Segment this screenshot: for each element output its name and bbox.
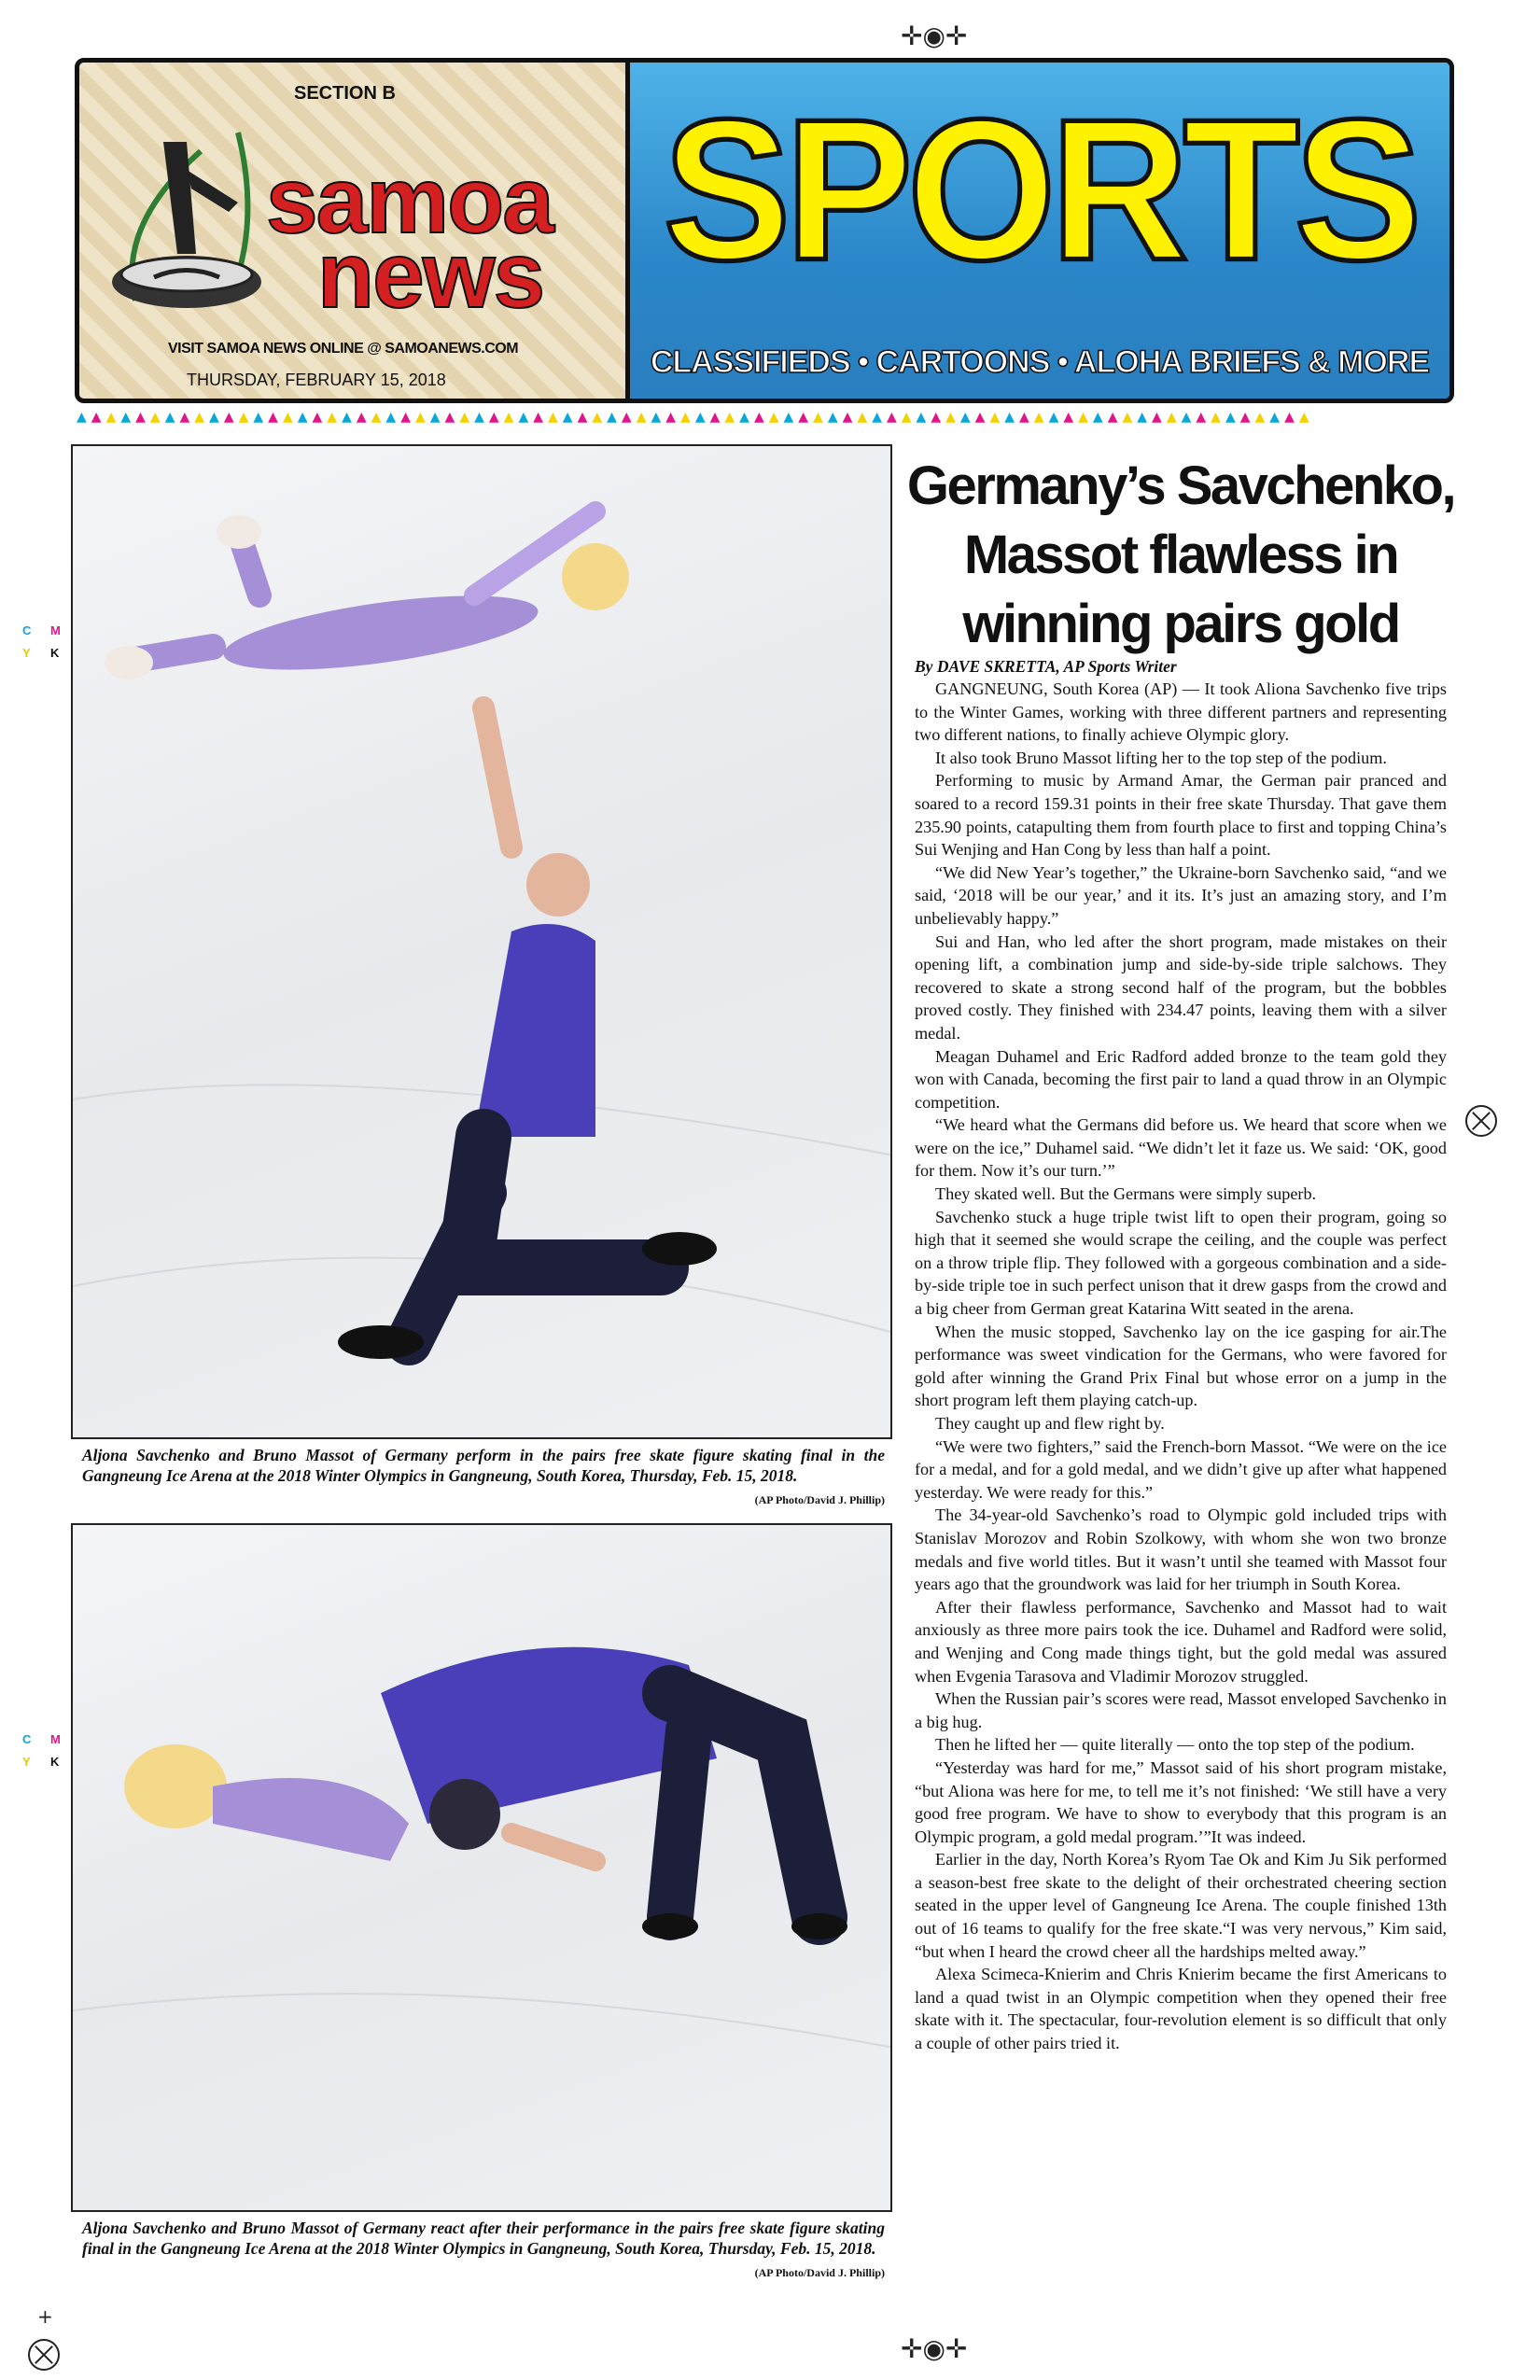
article-paragraph: “We did New Year’s together,” the Ukraine-born Savchenko said, “and we said, ‘2018 will be our year,’ and it its. It’s just an amazing story, and I’m unbelievably happy.” xyxy=(915,862,1447,928)
sports-title: SPORTS xyxy=(663,77,1417,302)
article-paragraph: Meagan Duhamel and Eric Radford added bronze to the team gold they won with Canada, becoming the first pair to land a quad throw in an Olympic competition. xyxy=(915,1046,1447,1112)
logo-word-samoa: samoa xyxy=(266,148,553,253)
masthead-logo-panel xyxy=(79,63,625,399)
photo-caption-2 xyxy=(82,2218,885,2283)
article-paragraph: It also took Bruno Massot lifting her to the top step of the podium. xyxy=(935,748,1387,767)
section-contents-line: CLASSIFIEDS • CARTOONS • ALOHA BRIEFS & MORE xyxy=(650,344,1430,380)
samoa-news-logo-emblem xyxy=(98,114,275,333)
article-paragraph: “We were two fighters,” said the French-born Massot. “We were on the ice for a medal, and for a gold medal, and we didn’t give up after what happened yesterday. We were ready for this.” xyxy=(915,1436,1447,1502)
article-paragraph: After their flawless performance, Savchenko and Massot had to wait anxiously as three more pairs took the ice. Duhamel and Radford were solid, and Wenjing and Cong made things tight, but the gold medal was assured when Evgenia Tarasova and Vladimir Morozov struggled. xyxy=(915,1597,1447,1686)
cmyk-mark-2: C M Y K xyxy=(22,1732,61,1769)
article-paragraph: When the Russian pair’s scores were read, Massot enveloped Savchenko in a big hug. xyxy=(915,1689,1447,1731)
skaters-lift-illustration xyxy=(73,446,892,1439)
logo-word-news: news xyxy=(317,223,544,328)
sports-banner xyxy=(625,63,1449,399)
decorative-triangle-border: ▲▲▲▲▲▲▲▲▲▲▲▲▲▲▲▲▲▲▲▲▲▲▲▲▲▲▲▲▲▲▲▲▲▲▲▲▲▲▲▲▲▲▲▲▲▲▲▲▲▲▲▲▲▲▲▲▲▲▲▲▲▲▲▲▲▲▲▲▲▲▲▲▲▲▲▲▲▲▲▲▲▲▲▲ xyxy=(77,410,1314,425)
article-paragraph: Performing to music by Armand Amar, the German pair pranced and soared to a record 159.31 points in their free skate Thursday. That gave them 235.90 points, catapulting them from fourth place to first and topping China’s Sui Wenjing and Han Cong by less than half a point. xyxy=(915,771,1447,860)
crosshair-icon-right xyxy=(1465,1105,1497,1137)
article-paragraph: Earlier in the day, North Korea’s Ryom Tae Ok and Kim Ju Sik performed a season-best free skate to the delight of their orchestrated cheering section seated in the upper level of Gangneung Ice Arena. The couple finished 13th out of 16 teams to qualify for the free skate.“I was very nervous,” Kim said, “but when I heard the crowd cheer all the hardships melted away.” xyxy=(915,1850,1447,1961)
cmyk-mark-1: C M Y K xyxy=(22,623,61,660)
article-paragraph: They skated well. But the Germans were simply superb. xyxy=(935,1184,1317,1204)
section-label: SECTION B xyxy=(294,83,396,104)
photo-pairs-react xyxy=(71,1523,892,2212)
caption-text-2: Aljona Savchenko and Bruno Massot of Germany react after their performance in the pairs free skate figure skating final in the Gangneung Ice Arena at the 2018 Winter Olympics in Gangneung, South Korea, Thursday, Feb. 15, 2018. xyxy=(82,2219,885,2258)
photo-caption-1 xyxy=(82,1445,885,1510)
photo-credit-2: (AP Photo/David J. Phillip) xyxy=(754,2266,885,2279)
crosshair-icon-bottom-left xyxy=(28,2339,60,2371)
article-headline: Germany’s Savchenko, Massot flawless in winning pairs gold xyxy=(906,455,1455,654)
publication-date: THURSDAY, FEBRUARY 15, 2018 xyxy=(187,371,446,389)
masthead xyxy=(75,58,1454,403)
article-body xyxy=(915,678,1447,2055)
article-paragraph: GANGNEUNG, South Korea (AP) — It took Aliona Savchenko five trips to the Winter Games, working with three different partners and representing two different nations, to finally achieve Olympic glory. xyxy=(915,679,1447,745)
article-paragraph: When the music stopped, Savchenko lay on the ice gasping for air.The performance was sweet vindication for the Germans, who were favored for gold after winning the Grand Prix Final but whose error on a jump in the short program left them playing catch-up. xyxy=(915,1322,1447,1410)
registration-mark-top: ✛◉✛ xyxy=(901,21,968,51)
photo-credit-1: (AP Photo/David J. Phillip) xyxy=(754,1493,885,1506)
caption-text-1: Aljona Savchenko and Bruno Massot of Germany perform in the pairs free skate figure skating final in the Gangneung Ice Arena at the 2018 Winter Olympics in Gangneung, South Korea, Thursday, Feb. 15, 2018. xyxy=(82,1446,885,1485)
skaters-react-illustration xyxy=(73,1525,892,2212)
article-paragraph: “We heard what the Germans did before us. We heard that score when we were on the ice,” Duhamel said. “We didn’t let it faze us. We said: ‘OK, good for them. Now it’s our turn.’” xyxy=(915,1115,1447,1181)
crop-mark-icon: + xyxy=(37,2305,53,2328)
article-byline: By DAVE SKRETTA, AP Sports Writer xyxy=(915,657,1177,676)
website-link[interactable]: VISIT SAMOA NEWS ONLINE @ SAMOANEWS.COM xyxy=(168,341,519,357)
article-paragraph: They caught up and flew right by. xyxy=(935,1414,1165,1433)
article-paragraph: The 34-year-old Savchenko’s road to Olympic gold included trips with Stanislav Morozov and Robin Szolkowy, with whom she won two bronze medals and five world titles. But it wasn’t until she teamed with Massot four years ago that the groundwork was laid for her triumph in South Korea. xyxy=(915,1505,1447,1594)
article-paragraph: “Yesterday was hard for me,” Massot said of his short program mistake, “but Aliona was here for me, to tell me it’s not finished: ‘We still have a very good free program. We have to show to everybody that this program is an Olympic program, a gold medal program.’”It was indeed. xyxy=(915,1757,1447,1846)
registration-mark-bottom: ✛◉✛ xyxy=(901,2333,968,2364)
article-paragraph: Sui and Han, who led after the short program, made mistakes on their opening lift, a combination jump and side-by-side triple salchows. They recovered to skate a strong second half of the program, but the bobbles proved costly. They finished with 234.47 points, leaving them with a silver medal. xyxy=(915,931,1447,1043)
article-paragraph: Then he lifted her — quite literally — onto the top step of the podium. xyxy=(935,1735,1415,1755)
article-paragraph: Savchenko stuck a huge triple twist lift to open their program, going so high that it seemed she would scrape the ceiling, and the couple was perfect on a throw triple flip. They followed with a gorgeous combination and a side-by-side triple toe in such perfect unison that it drew gasps from the crowd and a big cheer from German great Katarina Witt seated in the arena. xyxy=(915,1207,1447,1319)
article-paragraph: Alexa Scimeca-Knierim and Chris Knierim became the first Americans to land a quad twist in an Olympic competition when they opened their free skate with it. The spectacular, four-revolution element is so difficult that only a couple of other pairs tried it. xyxy=(915,1965,1447,2053)
photo-pairs-lift xyxy=(71,444,892,1439)
